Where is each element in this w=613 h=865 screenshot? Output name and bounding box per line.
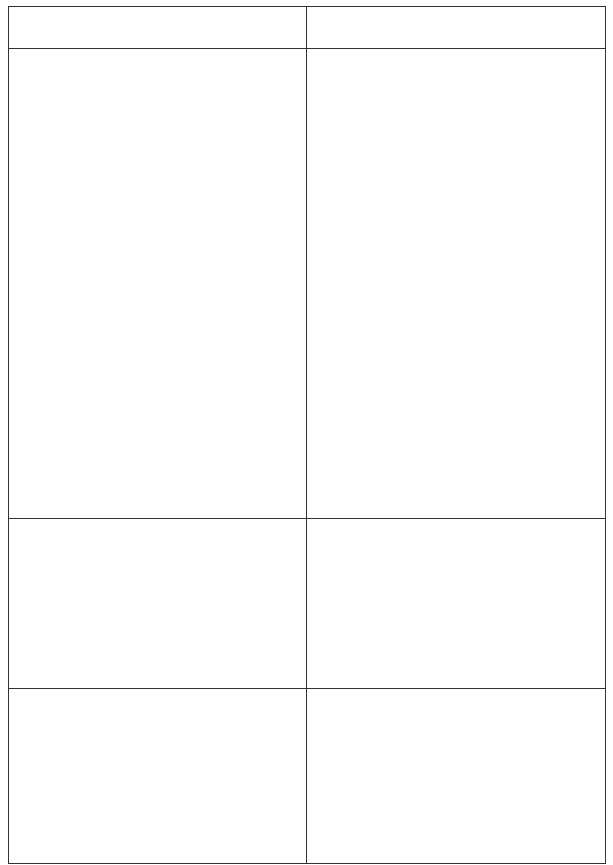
revised-law-article-cell (307, 689, 606, 864)
article-lead-paragraph (17, 59, 298, 83)
table-header-row (9, 7, 606, 49)
article-lead-paragraph (315, 59, 597, 83)
article-paragraph (315, 699, 597, 723)
comparison-table (8, 6, 606, 864)
current-law-article-cell (9, 519, 307, 689)
current-law-article-cell (9, 689, 307, 864)
table-row (9, 519, 606, 689)
header-revised-law (307, 7, 606, 49)
header-current-law (9, 7, 307, 49)
article-paragraph (315, 529, 597, 553)
article-paragraph (17, 699, 298, 723)
table-row (9, 689, 606, 864)
revised-law-article-cell (307, 49, 606, 519)
revised-law-article-cell (307, 519, 606, 689)
current-law-article-cell (9, 49, 307, 519)
article-paragraph (17, 529, 298, 553)
table-row (9, 49, 606, 519)
